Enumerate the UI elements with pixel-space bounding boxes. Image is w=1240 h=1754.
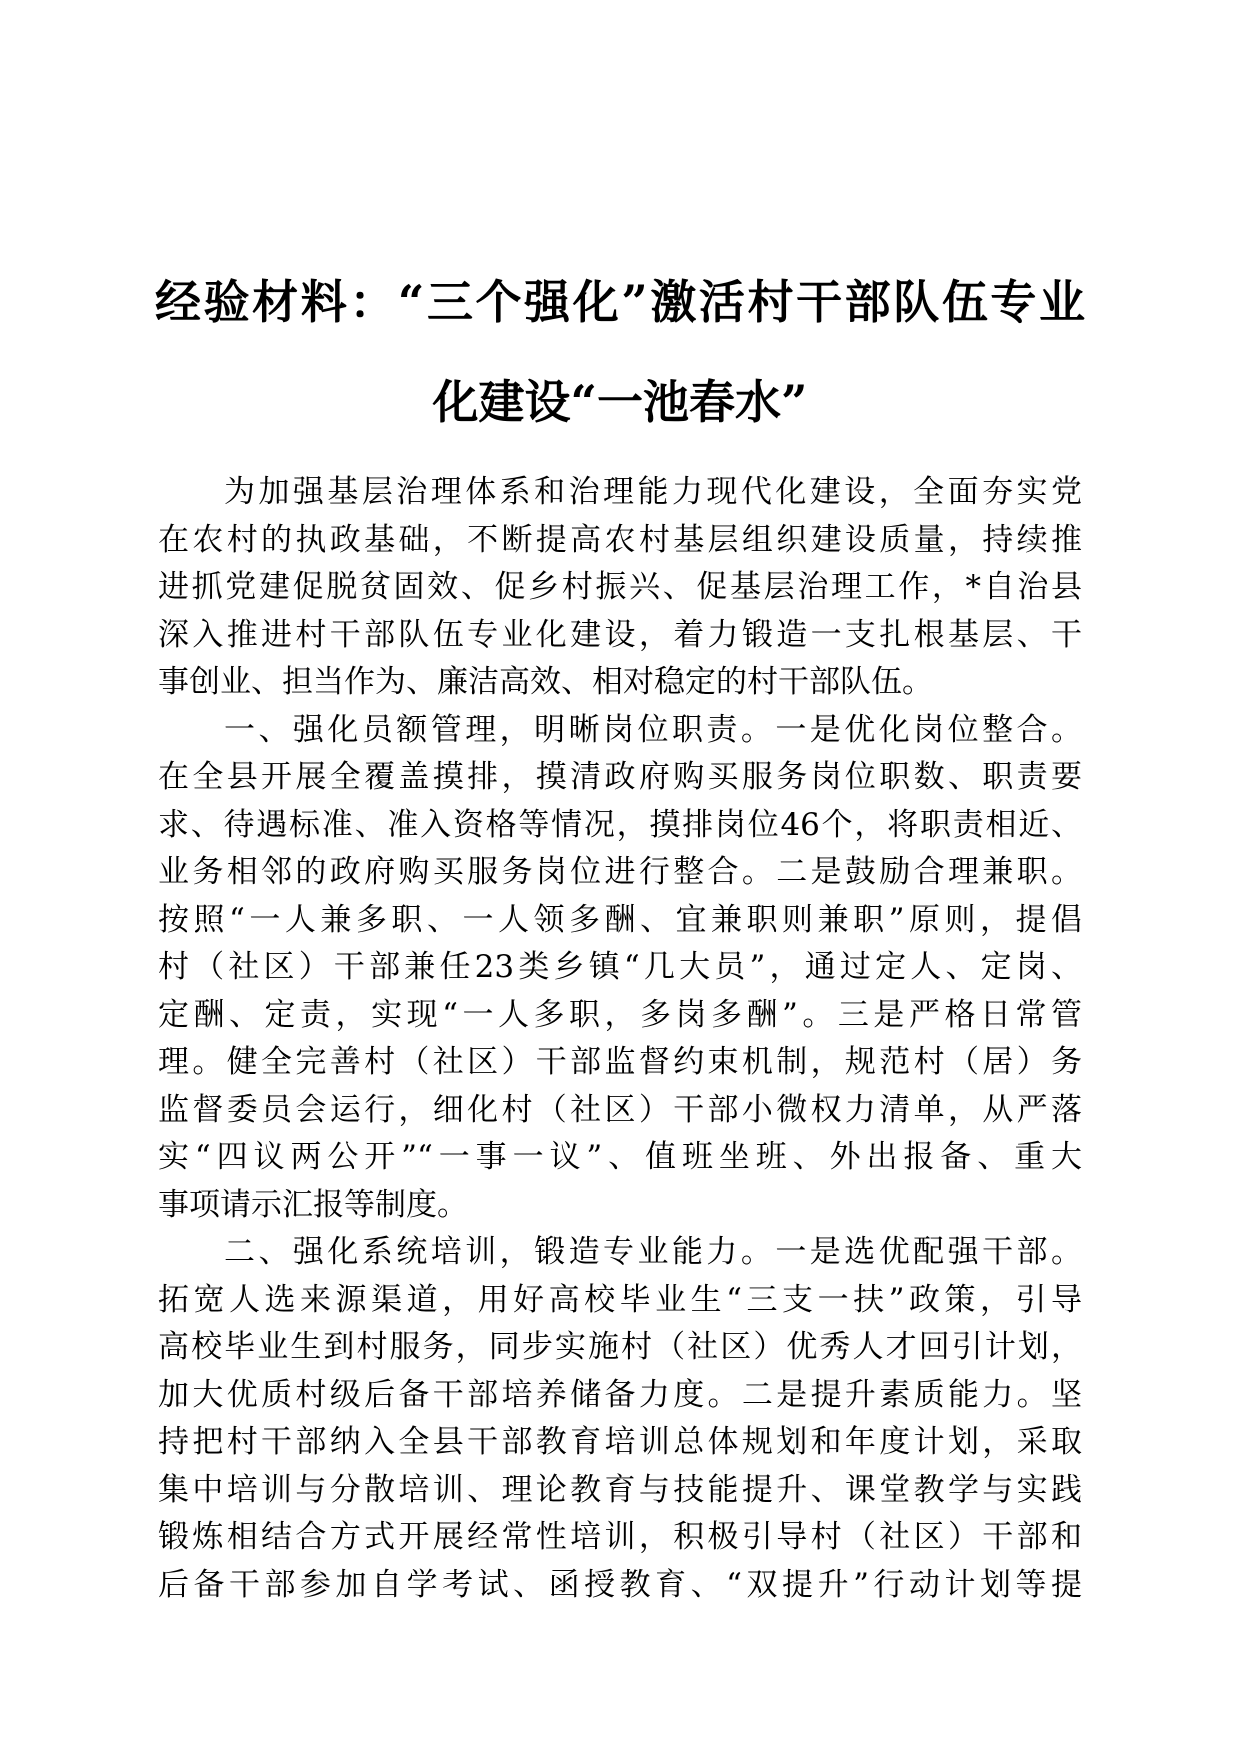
text-line: 业务相邻的政府购买服务岗位进行整合。二是鼓励合理兼职。 xyxy=(158,854,1082,890)
text-line: 理。健全完善村（社区）干部监督约束机制，规范村（居）务 xyxy=(158,1044,1082,1080)
title-line: 化建设“一池春水” xyxy=(432,375,808,429)
text-line: 深入推进村干部队伍专业化建设，着力锻造一支扎根基层、干 xyxy=(158,616,1082,653)
text-line: 事创业、担当作为、廉洁高效、相对稳定的村干部队伍。 xyxy=(158,664,933,700)
text-line: 村（社区）干部兼任23类乡镇“几大员”，通过定人、定岗、 xyxy=(158,949,1082,985)
text-line: 二、强化系统培训，锻造专业能力。一是选优配强干部。 xyxy=(224,1234,1082,1270)
text-line: 定酬、定责，实现“一人多职，多岗多酬”。三是严格日常管 xyxy=(158,996,1082,1033)
text-line: 在全县开展全覆盖摸排，摸清政府购买服务岗位职数、职责要 xyxy=(158,759,1082,795)
text-line: 按照“一人兼多职、一人领多酬、宜兼职则兼职”原则，提倡 xyxy=(158,901,1082,938)
text-line: 为加强基层治理体系和治理能力现代化建设，全面夯实党 xyxy=(224,474,1082,510)
text-line: 集中培训与分散培训、理论教育与技能提升、课堂教学与实践 xyxy=(158,1471,1082,1508)
text-line: 事项请示汇报等制度。 xyxy=(158,1186,468,1223)
text-line: 在农村的执政基础，不断提高农村基层组织建设质量，持续推 xyxy=(158,521,1082,558)
paragraph-intro xyxy=(158,469,1082,707)
text-line: 拓宽人选来源渠道，用好高校毕业生“三支一扶”政策，引导 xyxy=(158,1281,1082,1318)
text-line: 一、强化员额管理，明晰岗位职责。一是优化岗位整合。 xyxy=(224,711,1082,748)
text-line: 进抓党建促脱贫固效、促乡村振兴、促基层治理工作，*自治县 xyxy=(158,569,1082,605)
document-body xyxy=(158,469,1082,1609)
paragraph-section-1 xyxy=(158,707,1082,1230)
document-title xyxy=(155,252,1085,452)
paragraph-section-2 xyxy=(158,1229,1082,1609)
text-line: 高校毕业生到村服务，同步实施村（社区）优秀人才回引计划， xyxy=(158,1329,1082,1365)
text-line: 后备干部参加自学考试、函授教育、“双提升”行动计划等提 xyxy=(158,1566,1082,1603)
text-line: 锻炼相结合方式开展经常性培训，积极引导村（社区）干部和 xyxy=(158,1519,1082,1555)
title-line: 经验材料：“三个强化”激活村干部队伍专业 xyxy=(155,275,1085,329)
text-line: 持把村干部纳入全县干部教育培训总体规划和年度计划，采取 xyxy=(158,1424,1082,1460)
text-line: 实“四议两公开”“一事一议”、值班坐班、外出报备、重大 xyxy=(158,1139,1082,1175)
text-line: 监督委员会运行，细化村（社区）干部小微权力清单，从严落 xyxy=(158,1091,1082,1128)
text-line: 求、待遇标准、准入资格等情况，摸排岗位46个，将职责相近、 xyxy=(158,806,1082,843)
text-line: 加大优质村级后备干部培养储备力度。二是提升素质能力。坚 xyxy=(158,1376,1082,1413)
